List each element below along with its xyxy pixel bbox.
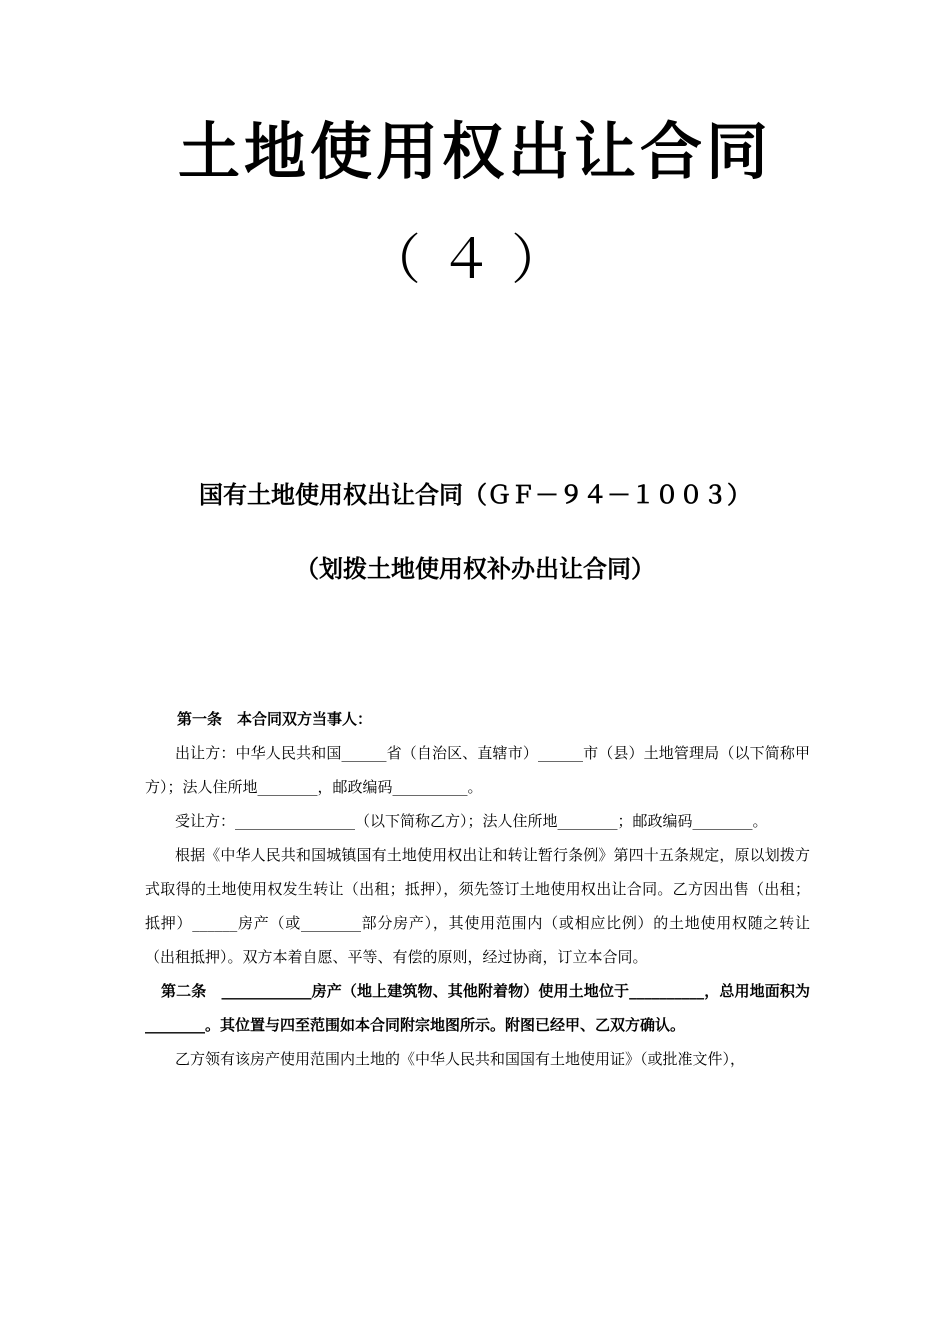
transferee-paragraph: 受让方：________________（以下简称乙方）；法人住所地________；邮政编码________。 — [175, 812, 768, 830]
article-1-heading: 第一条 本合同双方当事人： — [177, 710, 373, 728]
contract-subtitle-note: （划拨土地使用权补办出让合同） — [295, 554, 655, 583]
transferor-paragraph: 出让方：中华人民共和国______省（自治区、直辖市）______市（县）土地管理局（以下简称甲方）；法人住所地________，邮政编码__________。 — [145, 744, 810, 796]
document-number: （４） — [367, 228, 583, 291]
contract-body — [145, 702, 810, 1076]
contract-subtitle: 国有土地使用权出让合同（ＧＦ－９４－１００３） — [199, 480, 751, 509]
basis-paragraph: 根据《中华人民共和国城镇国有土地使用权出让和转让暂行条例》第四十五条规定，原以划拨方式取得的土地使用权发生转让（出租；抵押），须先签订土地使用权出让合同。乙方因出售（出租；抵押）______房产（或________部分房产），其使用范围内（或相应比例）的土地使用权随之转让（出租抵押）。双方本着自愿、平等、有偿的原则，经过协商，订立本合同。 — [145, 846, 810, 966]
article-2-paragraph: 第二条 ____________房产（地上建筑物、其他附着物）使用土地位于__________，总用地面积为________。其位置与四至范围如本合同附宗地图所示。附图已经甲、乙双方确认。 — [145, 982, 810, 1034]
certificate-paragraph: 乙方领有该房产使用范围内土地的《中华人民共和国国有土地使用证》（或批准文件）， — [175, 1050, 746, 1068]
document-title: 土地使用权出让合同 — [177, 115, 772, 188]
